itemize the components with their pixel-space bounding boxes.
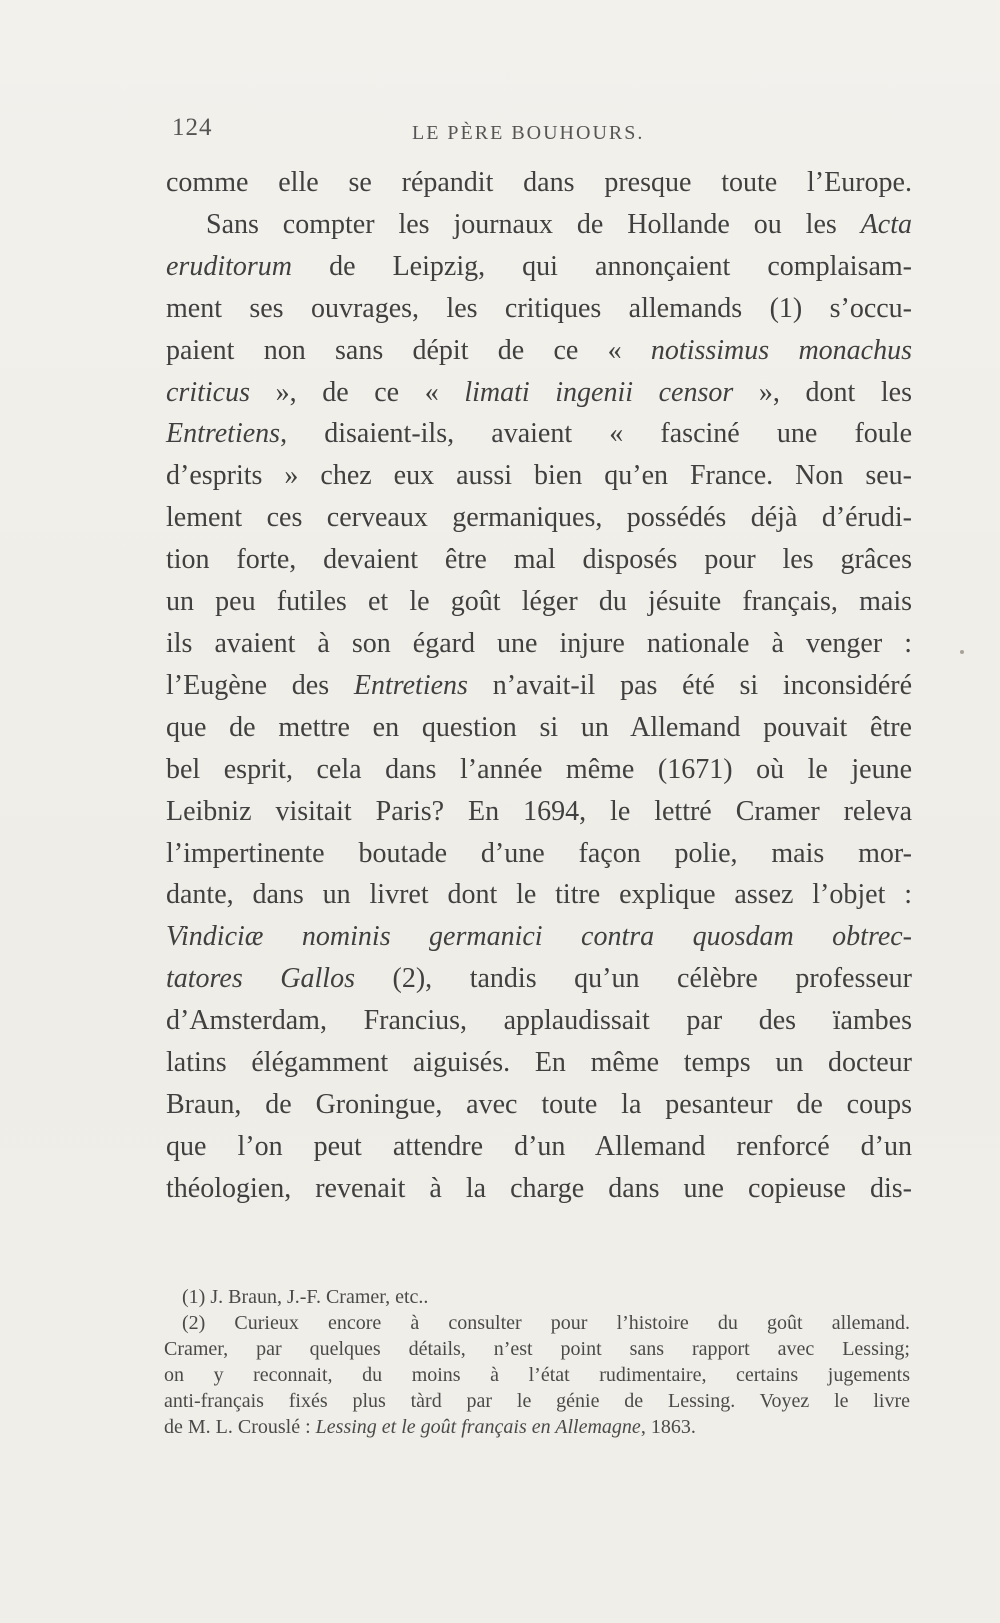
text-line [166, 749, 912, 791]
text-run: lement ces cerveaux germaniques, possédés déjà d’érudi- [166, 502, 912, 534]
text-run: Entretiens [353, 669, 468, 701]
footnote-line [164, 1284, 910, 1310]
text-run: Leibniz visitait Paris? En 1694, le lettré Cramer releva [166, 795, 912, 827]
text-run: », dont les [733, 376, 912, 408]
text-line [166, 288, 912, 330]
text-run: », de ce « [250, 376, 465, 408]
text-line [166, 958, 912, 1000]
text-run: (1) J. Braun, J.-F. Cramer, etc.. [182, 1286, 429, 1308]
text-line [166, 372, 912, 414]
text-run: comme elle se répandit dans presque toute l’Europe. [166, 167, 912, 198]
text-line [166, 539, 912, 581]
text-run: de Leipzig, qui annonçaient complaisam- [292, 250, 912, 282]
footnote-line [164, 1310, 910, 1336]
footnote-line [164, 1414, 910, 1440]
text-line [166, 1168, 912, 1210]
text-run: eruditorum [166, 250, 292, 282]
text-line [166, 413, 912, 455]
text-run: que de mettre en question si un Allemand pouvait être [166, 711, 912, 743]
text-line [166, 162, 912, 204]
text-line [166, 1042, 912, 1084]
text-run: tion forte, devaient être mal disposés pour les grâces [166, 544, 912, 576]
text-run: (2), tandis qu’un célèbre professeur [354, 963, 912, 995]
page-number: 124 [172, 114, 213, 141]
text-line [166, 665, 912, 707]
text-line [166, 791, 912, 833]
text-run: limati ingenii censor [464, 376, 734, 408]
text-run: on y reconnait, du moins à l’état rudimentaire, certains jugements [164, 1364, 910, 1386]
text-run: notissimus monachus [650, 334, 913, 366]
text-run: Cramer, par quelques détails, n’est point sans rapport avec Lessing; [164, 1338, 910, 1360]
text-run: d’Amsterdam, Francius, applaudissait par des ïambes [166, 1005, 912, 1037]
text-run: ment ses ouvrages, les critiques allemands (1) s’occu- [166, 292, 912, 324]
text-run: ils avaient à son égard une injure nationale à venger : [166, 627, 912, 659]
text-run: bel esprit, cela dans l’année même (1671) où le jeune [166, 753, 912, 785]
text-run: Braun, de Groningue, avec toute la pesanteur de coups [166, 1088, 912, 1120]
text-run: de M. L. Crouslé : [164, 1416, 316, 1438]
text-run: paient non sans dépit de ce « [166, 334, 651, 366]
text-run: (2) Curieux encore à consulter pour l’histoire du goût allemand. [182, 1312, 910, 1334]
page-header [172, 114, 908, 154]
text-line [166, 330, 912, 372]
footnote-line [164, 1388, 910, 1414]
text-run: théologien, revenait à la charge dans une copieuse dis- [166, 1172, 912, 1204]
text-run: criticus [166, 376, 250, 408]
main-text [166, 162, 912, 1210]
text-run: un peu futiles et le goût léger du jésuite français, mais [166, 586, 912, 618]
text-run: Vindiciæ nominis germanici contra quosdam obtrec- [166, 921, 912, 953]
text-line [166, 623, 912, 665]
paper-speck [960, 650, 964, 654]
text-run: dante, dans un livret dont le titre explique assez l’objet : [166, 879, 912, 911]
text-run: Entretiens [166, 418, 281, 450]
text-run: l’impertinente boutade d’une façon polie, mais mor- [166, 837, 912, 869]
text-run: Sans compter les journaux de Hollande ou les [206, 208, 861, 240]
text-run: d’esprits » chez eux aussi bien qu’en France. Non seu- [166, 460, 912, 492]
text-line [166, 833, 912, 875]
text-line [166, 581, 912, 623]
text-run: Acta [860, 208, 912, 240]
text-run: l’Eugène des [166, 669, 354, 701]
text-line [166, 246, 912, 288]
text-run: latins élégamment aiguisés. En même temps un docteur [166, 1047, 912, 1079]
running-title: LE PÈRE BOUHOURS. [412, 122, 645, 144]
footnote-line [164, 1336, 910, 1362]
text-line [166, 707, 912, 749]
text-line [166, 1126, 912, 1168]
footnote-line [164, 1362, 910, 1388]
text-line [166, 916, 912, 958]
text-run: n’avait-il pas été si inconsidéré [467, 669, 912, 701]
text-line [166, 497, 912, 539]
text-run: que l’on peut attendre d’un Allemand renforcé d’un [166, 1130, 912, 1162]
footnotes [164, 1284, 910, 1440]
text-run: anti-français fixés plus tàrd par le génie de Lessing. Voyez le livre [164, 1390, 910, 1412]
text-line [166, 874, 912, 916]
text-line [166, 204, 912, 246]
text-line [166, 455, 912, 497]
text-run: , disaient-ils, avaient « fasciné une foule [280, 418, 912, 450]
text-run: Lessing et le goût français en Allemagne [315, 1416, 641, 1438]
text-run: tatores Gallos [166, 963, 355, 995]
text-run: , 1863. [640, 1416, 696, 1438]
text-line [166, 1084, 912, 1126]
text-line [166, 1000, 912, 1042]
